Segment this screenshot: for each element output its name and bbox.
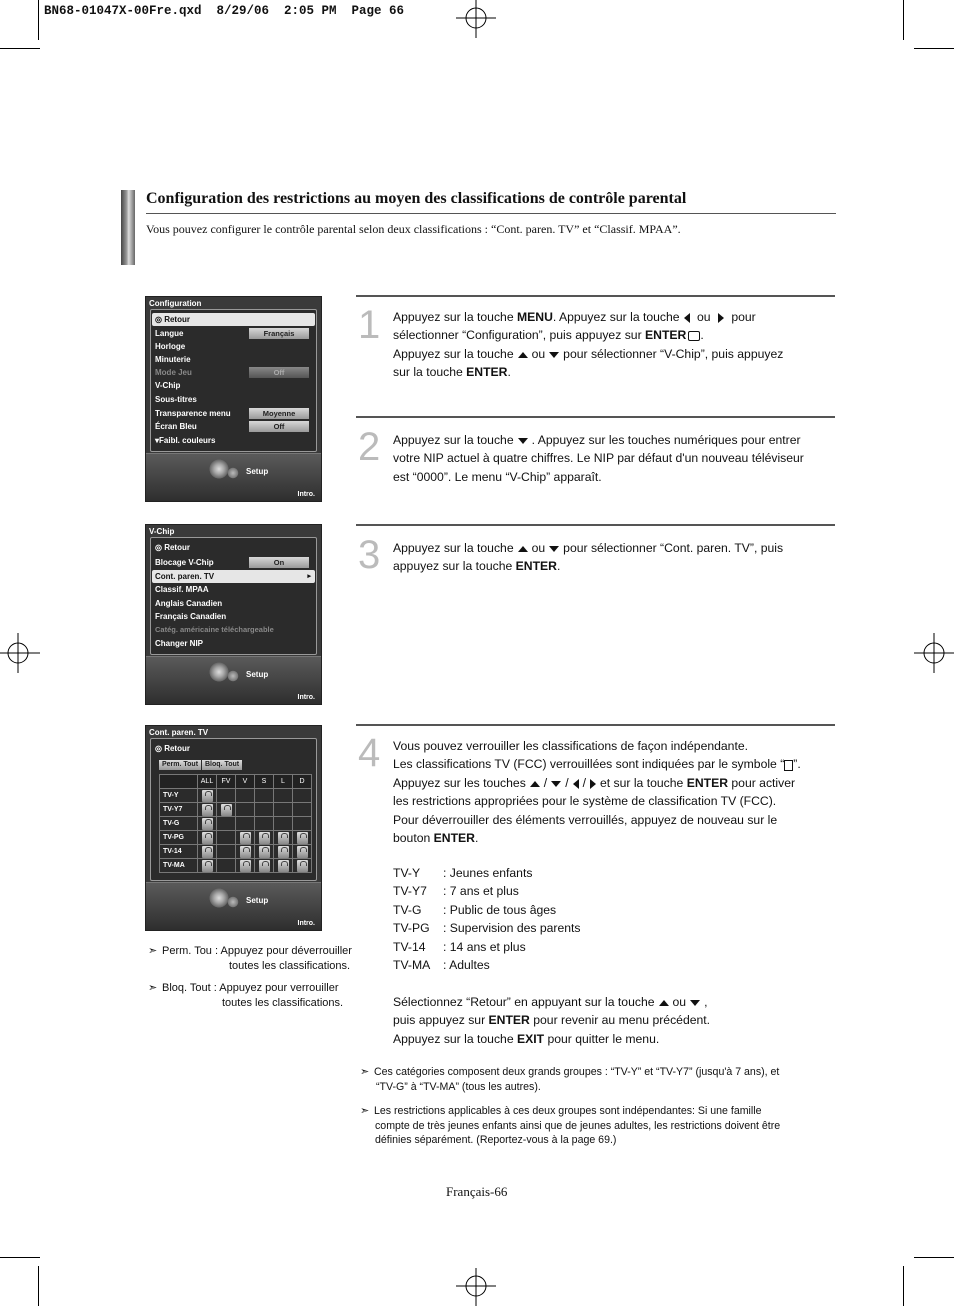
grid-cell[interactable] [255, 831, 274, 845]
section-intro: Vous pouvez configurer le contrôle parental selon deux classifications : “Cont. paren. TV” et “Classif. MPAA”. [146, 222, 681, 236]
grid-cell[interactable] [198, 803, 217, 817]
down-arrow-icon [551, 781, 561, 787]
grid-cell[interactable] [217, 789, 236, 803]
row-label: TV-PG [160, 831, 198, 845]
screen-title: Cont. paren. TV [149, 728, 209, 737]
note-bloq-tout: ➣ Bloq. Tout : Appuyez pour verrouiller toutes les classifications. [148, 982, 344, 1009]
down-arrow-icon [549, 546, 559, 552]
intro-label: Intro. [297, 920, 315, 927]
right-arrow-icon [718, 313, 724, 323]
col-header: FV [217, 775, 236, 789]
perm-tout-button[interactable]: Perm. Tout [159, 760, 201, 770]
crop-mark [914, 48, 954, 49]
left-arrow-icon [573, 779, 579, 789]
right-arrow-icon [590, 779, 596, 789]
grid-cell[interactable] [236, 831, 255, 845]
step-number: 2 [358, 425, 381, 469]
grid-cell[interactable] [198, 845, 217, 859]
print-slug: BN68-01047X-00Fre.qxd 8/29/06 2:05 PM Page 66 [44, 4, 405, 18]
setup-label: Setup [246, 467, 269, 476]
lock-icon [297, 846, 308, 858]
lock-icon [202, 846, 213, 858]
grid-cell[interactable] [274, 831, 293, 845]
lock-icon [202, 804, 213, 816]
ratings-list [393, 864, 581, 974]
lock-icon [202, 860, 213, 872]
menu-item-retour[interactable]: ◎ Retour [152, 313, 315, 326]
note-marker-icon: ➣ [360, 1105, 370, 1117]
screen-footer [146, 882, 321, 930]
grid-cell[interactable] [198, 859, 217, 873]
value-transparence: Moyenne [249, 408, 309, 419]
step-2-text: Appuyez sur la touche . Appuyez sur les touches numériques pour entrer votre NIP actuel à quatre chiffres. Le NIP par défaut d'un nouveau téléviseur est “0000”. Le menu “V-Chip” apparaît. [393, 433, 804, 484]
up-arrow-icon [518, 352, 528, 358]
row-label: TV-MA [160, 859, 198, 873]
registration-mark-icon [456, 0, 496, 40]
up-arrow-icon [659, 1000, 669, 1006]
lock-icon [202, 818, 213, 830]
up-arrow-icon [518, 546, 528, 552]
crop-mark [38, 0, 39, 40]
grid-cell[interactable] [255, 789, 274, 803]
grid-cell[interactable] [236, 845, 255, 859]
grid-corner [160, 775, 198, 789]
lock-icon [240, 860, 251, 872]
note-marker-icon: ➣ [148, 982, 158, 994]
menu-item-sous-titres[interactable]: Sous-titres [155, 395, 197, 404]
left-arrow-icon [684, 313, 690, 323]
rating-item: TV-G : Public de tous âges [393, 902, 557, 917]
lock-icon [202, 832, 213, 844]
menu-item-transparence[interactable]: Transparence menu Moyenne [152, 407, 315, 420]
step-1-text: Appuyez sur la touche MENU. Appuyez sur la touche ou pour sélectionner “Configuration”, puis appuyez sur ENTER . Appuyez sur la touche ou pour sélectionner “V-Chip”, puis appuyez sur la touche ENTER. [393, 310, 784, 380]
menu-item-blocage-v-chip[interactable]: Blocage V-Chip On [152, 556, 315, 569]
grid-cell[interactable] [274, 803, 293, 817]
lock-icon [259, 846, 270, 858]
grid-cell[interactable] [255, 803, 274, 817]
step-rule [356, 416, 835, 418]
row-label: TV-Y [160, 789, 198, 803]
screen-footer [146, 656, 321, 704]
col-header: V [236, 775, 255, 789]
step-rule [356, 524, 835, 526]
grid-cell[interactable] [274, 789, 293, 803]
gear-icon [226, 895, 240, 909]
grid-cell[interactable] [236, 789, 255, 803]
col-header: D [293, 775, 312, 789]
menu-item-anglais-canadien[interactable]: Anglais Canadien [155, 599, 223, 608]
lock-icon [278, 846, 289, 858]
grid-cell[interactable] [217, 831, 236, 845]
grid-cell[interactable] [198, 831, 217, 845]
grid-cell[interactable] [274, 845, 293, 859]
lock-icon [784, 760, 793, 771]
grid-cell[interactable] [217, 845, 236, 859]
menu-item-retour[interactable]: ◎ Retour [155, 543, 190, 552]
down-arrow-icon [690, 1000, 700, 1006]
grid-cell[interactable] [217, 859, 236, 873]
grid-cell[interactable] [236, 803, 255, 817]
crop-mark [903, 1266, 904, 1306]
lock-icon [278, 860, 289, 872]
step-3-text: Appuyez sur la touche ou pour sélectionner “Cont. paren. TV”, puis appuyez sur la touche ENTER. [393, 541, 784, 574]
rating-item: TV-MA : Adultes [393, 958, 490, 973]
setup-label: Setup [246, 670, 269, 679]
menu-item-changer-nip[interactable]: Changer NIP [155, 639, 204, 648]
menu-item-horloge[interactable]: Horloge [155, 342, 186, 351]
step-number: 3 [358, 533, 381, 577]
tv-screen-v-chip [145, 524, 322, 705]
value-langue: Français [249, 328, 309, 339]
row-label: TV-14 [160, 845, 198, 859]
crop-mark [0, 1257, 40, 1258]
grid-cell[interactable] [293, 845, 312, 859]
down-arrow-icon [518, 438, 528, 444]
grid-cell[interactable] [198, 789, 217, 803]
grid-cell[interactable] [293, 789, 312, 803]
rating-item: TV-PG : Supervision des parents [393, 921, 581, 936]
step-rule [356, 724, 835, 726]
grid-cell[interactable] [217, 803, 236, 817]
setup-label: Setup [246, 896, 269, 905]
registration-mark-icon [914, 633, 954, 673]
grid-cell[interactable] [217, 817, 236, 831]
note-perm-tout: ➣ Perm. Tou : Appuyez pour déverrouiller toutes les classifications. [148, 945, 352, 972]
down-arrow-icon [549, 352, 559, 358]
grid-cell[interactable] [293, 817, 312, 831]
lock-icon [297, 832, 308, 844]
row-label: TV-G [160, 817, 198, 831]
menu-item-categ-americaine[interactable]: Catég. américaine téléchargeable [155, 625, 274, 634]
grid-cell[interactable] [255, 845, 274, 859]
col-header: S [255, 775, 274, 789]
grid-cell[interactable] [198, 817, 217, 831]
col-header: L [274, 775, 293, 789]
bloq-tout-button[interactable]: Bloq. Tout [202, 760, 242, 770]
rating-grid [159, 774, 312, 873]
note-marker-icon: ➣ [360, 1066, 370, 1078]
step-number: 4 [358, 731, 381, 775]
grid-cell[interactable] [293, 859, 312, 873]
note-restrictions: ➣ Les restrictions applicables à ces deux groupes sont indépendantes: Si une famille compte de très jeunes enfants ainsi que de jeunes adultes, les restrictions doivent être définies séparément. (Reportez-vous à la page 69.) [360, 1105, 781, 1146]
menu-item-ecran-bleu[interactable]: Écran Bleu Off [152, 420, 315, 433]
screen-title: Configuration [149, 299, 202, 308]
step-4-return-text: Sélectionnez “Retour” en appuyant sur la touche ou , puis appuyez sur ENTER pour revenir au menu précédent. Appuyez sur la touche EXIT pour quitter le menu. [393, 995, 711, 1046]
lock-icon [259, 832, 270, 844]
lock-icon [297, 860, 308, 872]
rating-item: TV-14 : 14 ans et plus [393, 939, 526, 954]
grid-cell[interactable] [274, 817, 293, 831]
screen-title: V-Chip [149, 527, 175, 536]
rating-item: TV-Y : Jeunes enfants [393, 866, 533, 880]
note-groups: ➣ Ces catégories composent deux grands groupes : “TV-Y” et “TV-Y7” (jusqu'à 7 ans), et “TV-G” à “TV-MA” (tous les autres). [360, 1066, 780, 1093]
menu-item-cont-paren-tv[interactable]: Cont. paren. TV ▸ [152, 570, 315, 583]
lock-icon [240, 832, 251, 844]
crop-mark [0, 48, 40, 49]
registration-mark-icon [0, 633, 40, 673]
col-header: ALL [198, 775, 217, 789]
registration-mark-icon [456, 1266, 496, 1306]
note-marker-icon: ➣ [148, 945, 158, 957]
heading-rule [146, 213, 836, 214]
step-number: 1 [358, 303, 381, 347]
grid-cell[interactable] [293, 831, 312, 845]
lock-icon [202, 790, 213, 802]
intro-label: Intro. [297, 491, 315, 498]
lock-icon [278, 832, 289, 844]
tv-screen-cont-paren-tv [145, 725, 322, 931]
intro-label: Intro. [297, 694, 315, 701]
row-label: TV-Y7 [160, 803, 198, 817]
menu-item-minuterie[interactable]: Minuterie [155, 355, 191, 364]
step-4-text: Vous pouvez verrouiller les classifications de façon indépendante. Les classifications TV (FCC) verrouillées sont indiquées par le symbole “ ”. Appuyez sur les touches / / / et sur la touche ENTER pour activer les restrictions appropriées pour le système de classification TV (FCC). Pour déverrouiller des éléments verrouillés, appuyez de nouveau sur le bouton ENTER. [393, 739, 801, 846]
grid-cell[interactable] [255, 817, 274, 831]
menu-item-classif-mpaa[interactable]: Classif. MPAA [155, 585, 209, 594]
arrow-right-icon: ▸ [307, 573, 311, 580]
rating-item: TV-Y7 : 7 ans et plus [393, 884, 519, 899]
crop-mark [903, 0, 904, 40]
menu-item-langue[interactable]: Langue Français [152, 327, 315, 340]
menu-item-faibl-couleurs[interactable]: ▾Faibl. couleurs [155, 436, 216, 445]
crop-mark [914, 1257, 954, 1258]
grid-cell[interactable] [236, 859, 255, 873]
up-arrow-icon [530, 781, 540, 787]
gear-icon [226, 669, 240, 683]
menu-item-retour[interactable]: ◎ Retour [155, 744, 190, 753]
heading-bar [121, 190, 135, 265]
value-ecran-bleu: Off [249, 421, 309, 432]
lock-icon [259, 860, 270, 872]
enter-icon [688, 331, 700, 341]
screen-footer [146, 453, 321, 501]
tv-screen-configuration [145, 296, 322, 502]
step-rule [356, 295, 835, 297]
page-number: Français-66 [446, 1184, 508, 1199]
menu-item-francais-canadien[interactable]: Français Canadien [155, 612, 227, 621]
section-title: Configuration des restrictions au moyen des classifications de contrôle parental [146, 190, 687, 207]
crop-mark [38, 1266, 39, 1306]
menu-item-v-chip[interactable]: V-Chip [155, 381, 181, 390]
lock-icon [221, 804, 232, 816]
grid-cell[interactable] [255, 859, 274, 873]
grid-cell[interactable] [274, 859, 293, 873]
lock-icon [240, 846, 251, 858]
grid-cell[interactable] [293, 803, 312, 817]
value-mode-jeu: Off [249, 367, 309, 378]
gear-icon [226, 466, 240, 480]
value-blocage: On [249, 557, 309, 568]
menu-item-mode-jeu[interactable]: Mode Jeu Off [152, 366, 315, 379]
grid-cell[interactable] [236, 817, 255, 831]
